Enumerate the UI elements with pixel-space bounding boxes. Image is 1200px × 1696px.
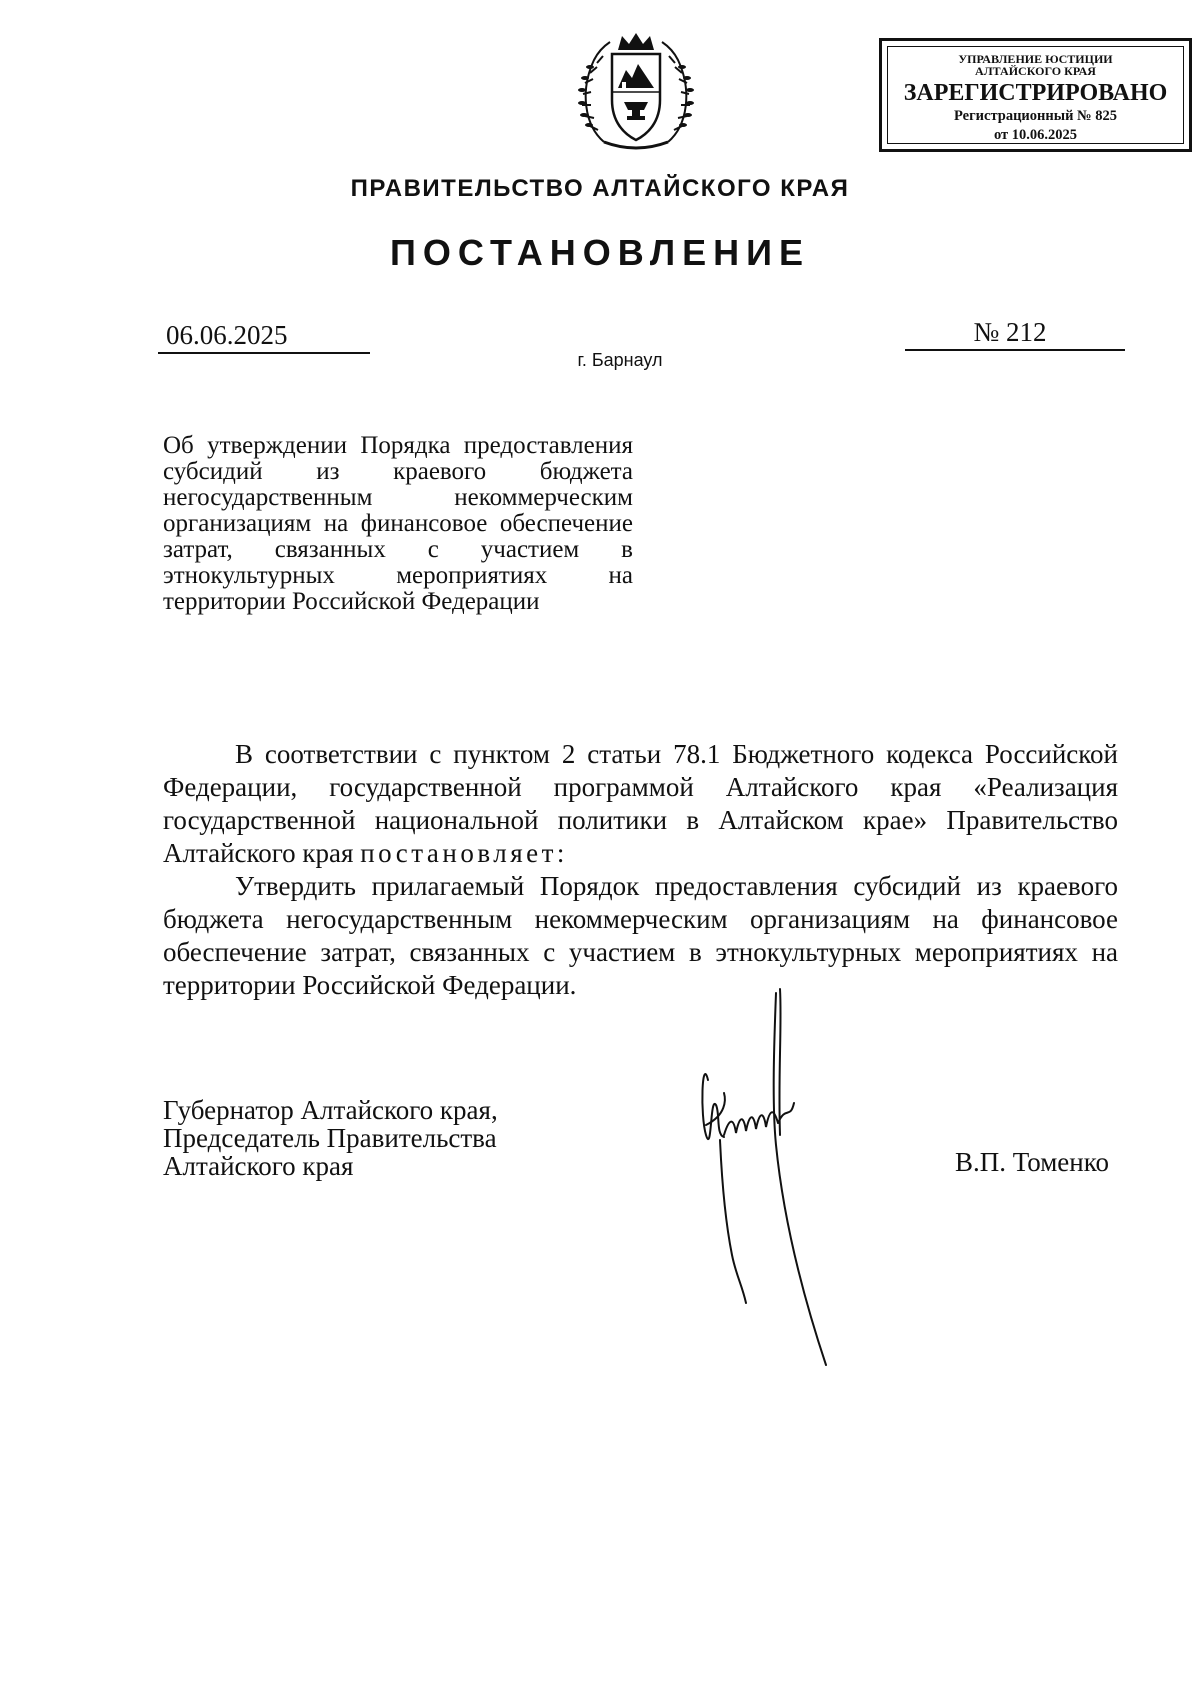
document-subject: Об утверждении Порядка предоставления субсидий из краевого бюджета негосударственным некоммерческим организациям на финансовое обеспечение затрат, связанных с участием в этнокультурных мероприятиях на территории Российской Федерации (163, 432, 633, 615)
handwritten-signature (686, 985, 876, 1370)
government-title: ПРАВИТЕЛЬСТВО АЛТАЙСКОГО КРАЯ (350, 175, 850, 202)
body-paragraph-1 (163, 738, 1118, 870)
document-city: г. Барнаул (577, 350, 663, 370)
document-number: № 212 (905, 315, 1125, 351)
document-date: 06.06.2025 (158, 318, 370, 354)
stamp-status: ЗАРЕГИСТРИРОВАНО (903, 80, 1168, 106)
signer-position-line-3: Алтайского края (163, 1151, 354, 1181)
body-paragraph-1-text: В соответствии с пунктом 2 статьи 78.1 Бюджетного кодекса Российской Федерации, государственной программой Алтайского края «Реализация государственной национальной политики в Алтайском крае» Правительство Алтайского края (163, 739, 1118, 868)
document-body (163, 738, 1118, 1002)
stamp-org: УПРАВЛЕНИЕ ЮСТИЦИИ АЛТАЙСКОГО КРАЯ (958, 52, 1113, 78)
body-paragraph-2: Утвердить прилагаемый Порядок предоставления субсидий из краевого бюджета негосударственным некоммерческим организациям на финансовое обеспечение затрат, связанных с участием в этнокультурных мероприятиях на территории Российской Федерации. (163, 871, 1118, 1000)
resolution-keyword: постановляет: (360, 838, 568, 868)
signer-position-line-1: Губернатор Алтайского края, (163, 1095, 498, 1125)
stamp-date: от 10.06.2025 (993, 127, 1078, 143)
stamp-registration-number: Регистрационный № 825 (953, 108, 1117, 124)
registration-stamp (879, 38, 1192, 152)
document-type-title: ПОСТАНОВЛЕНИЕ (390, 232, 810, 273)
signer-position (163, 1096, 583, 1180)
signer-name: В.П. Томенко (955, 1147, 1109, 1177)
signer-position-line-2: Председатель Правительства (163, 1123, 497, 1153)
coat-of-arms-icon (574, 30, 698, 156)
